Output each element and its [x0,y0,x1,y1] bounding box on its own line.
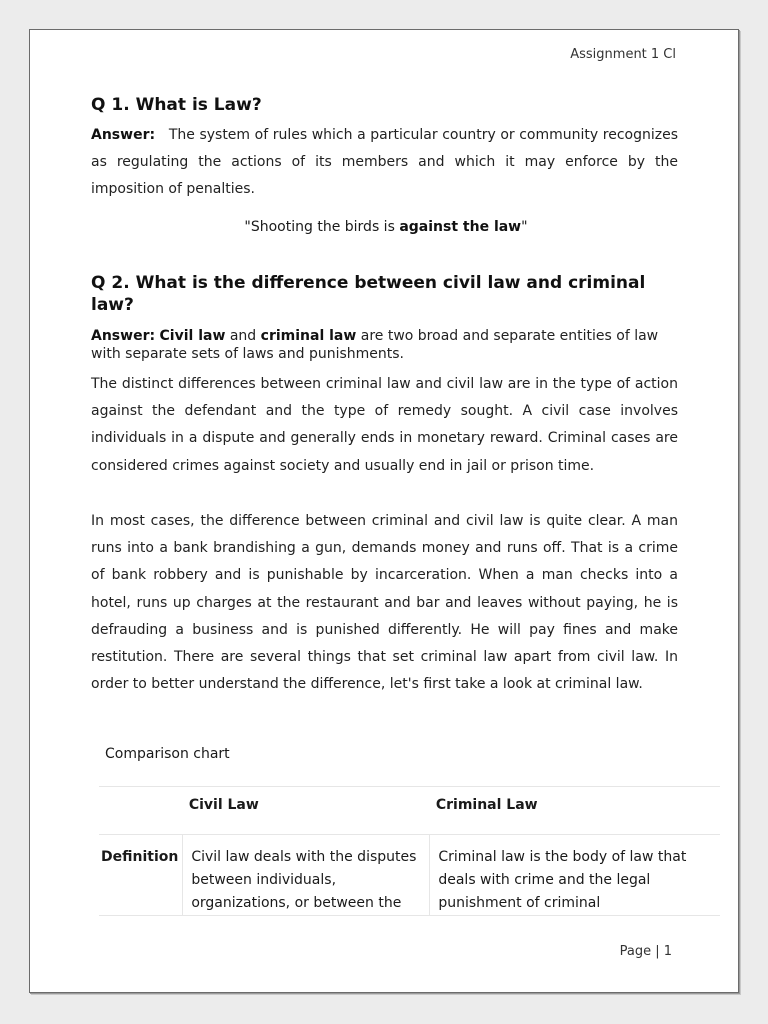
column-header-criminal-law: Criminal Law [430,787,720,835]
q2-answer-rest: are two broad and separate entities of law with separate sets of laws and punishments. [91,328,659,362]
quote-prefix: "Shooting the birds is [244,219,400,235]
q2-answer-label: Answer: [91,328,156,344]
quote-suffix: " [521,219,528,235]
column-header-blank [99,787,183,835]
quote-bold: against the law [399,219,522,235]
column-header-civil-law: Civil Law [183,787,430,835]
term-criminal-law: criminal law [260,328,357,344]
page-header: Assignment 1 Cl [570,47,676,62]
q1-answer-text: The system of rules which a particular country or community recognizes as regulating the actions of its members and which it may enforce by the imposition of penalties. [91,127,678,198]
q2-paragraph-1: The distinct differences between criminal law and civil law are in the type of action against the defendant and the type of remedy sought. A civil case involves individuals in a dispute and generally ends in monetary reward. Criminal cases are considered crimes against society and usually end in jail or prison time. [91,376,678,474]
q1-answer [91,122,678,204]
table-row [99,835,720,916]
q1-quote [91,217,681,237]
q1-answer-label: Answer: [91,127,156,143]
term-civil-law: Civil law [159,328,226,344]
page-footer: Page | 1 [619,944,672,959]
row-label-definition: Definition [99,835,183,916]
and-word: and [229,328,257,344]
document-page [29,29,739,993]
q1-heading: Q 1. What is Law? [91,95,262,115]
comparison-title: Comparison chart [105,746,230,762]
cell-civil-definition: Civil law deals with the disputes between individuals, organizations, or between the [183,835,430,916]
q2-heading: Q 2. What is the difference between civil law and criminal law? [91,273,646,315]
q2-paragraph-2: In most cases, the difference between criminal and civil law is quite clear. A man runs into a bank brandishing a gun, demands money and runs off. That is a crime of bank robbery and is punishable by incarceration. When a man checks into a hotel, runs up charges at the restaurant and bar and leaves without paying, he is defrauding a business and is punished differently. He will pay fines and make restitution. There are several things that set criminal law apart from civil law. In order to better understand the difference, let's first take a look at criminal law. [91,513,678,693]
comparison-table [99,786,720,916]
q2-answer [91,327,678,363]
cell-criminal-definition: Criminal law is the body of law that deals with crime and the legal punishment of criminal [430,835,720,916]
